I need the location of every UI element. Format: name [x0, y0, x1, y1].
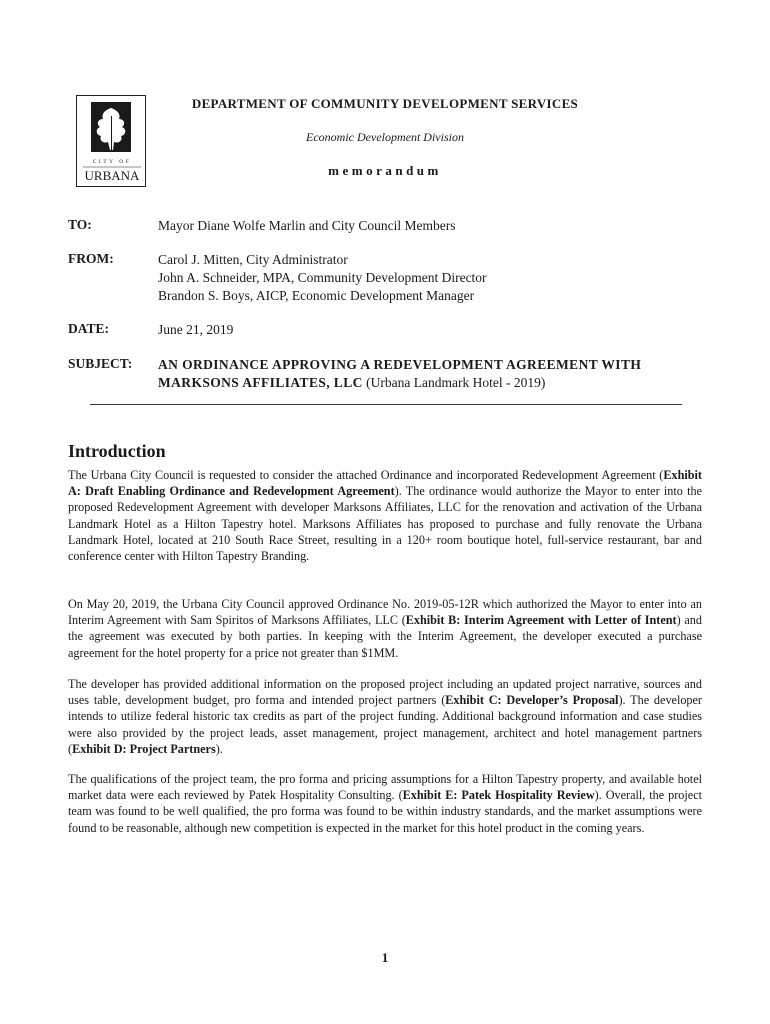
intro-paragraph-2: On May 20, 2019, the Urbana City Council approved Ordinance No. 2019-05-12R which authorized the Mayor to enter into an Interim Agreement with Sam Spiritos of Marksons Affiliates, LLC (Exhibit B: Interim Agreement with Letter of Intent) and the agreement was executed by both parties. In keeping with the Interim Agreement, the developer executed a purchase agreement for the hotel property for a price not greater than $1MM.: [68, 597, 702, 660]
page-number: 1: [381, 950, 389, 965]
from-line: John A. Schneider, MPA, Community Development Director: [158, 270, 487, 285]
exhibit-e-reference: Exhibit E: Patek Hospitality Review: [402, 788, 595, 803]
subject-line-2: [158, 374, 641, 392]
logo-city-of: CITY OF: [92, 159, 132, 165]
to-label: TO:: [68, 217, 92, 232]
header-divider: [90, 404, 682, 405]
exhibit-c-reference: Exhibit C: Developer’s Proposal: [445, 693, 619, 708]
subject-label: SUBJECT:: [68, 356, 133, 371]
date-value: June 21, 2019: [158, 322, 234, 337]
memorandum-label: memorandum: [328, 163, 442, 178]
exhibit-b-reference: Exhibit B: Interim Agreement with Letter of Intent: [405, 613, 677, 628]
exhibit-a-reference: Exhibit A: Draft Enabling Ordinance and Redevelopment Agreement: [68, 468, 702, 499]
date-label: DATE:: [68, 321, 110, 336]
intro-paragraph-1: The Urbana City Council is requested to consider the attached Ordinance and incorporated Redevelopment Agreement (Exhibit A: Draft Enabling Ordinance and Redevelopment Agreement). The ordinance would authorize the Mayor to enter into the proposed Redevelopment Agreement with developer Marksons Affiliates, LLC for the renovation and activation of the Urbana Landmark Hotel as a Hilton Tapestry hotel. Marksons Affiliates has proposed to purchase and fully renovate the Urbana Landmark Hotel, located at 210 South Race Street, resulting in a 120+ room boutique hotel, full-service restaurant, bar and conference center with Hilton Tapestry Branding.: [68, 468, 703, 564]
intro-paragraph-3: The developer has provided additional information on the proposed project including an updated project narrative, sources and uses table, development budget, pro forma and intended project partners (Exhibit C: Developer’s Proposal). The developer intends to utilize federal historic tax credits as part of the project funding. Additional background information and case studies were also provided by the project leads, asset management, project management, architect and hotel management partners (Exhibit D: Project Partners).: [68, 677, 702, 756]
subject-line-1: AN ORDINANCE APPROVING A REDEVELOPMENT AGREEMENT WITH: [158, 357, 642, 372]
department-title: DEPARTMENT OF COMMUNITY DEVELOPMENT SERVICES: [191, 96, 579, 111]
oak-leaf-icon: [77, 96, 147, 188]
city-of-urbana-logo: [76, 95, 146, 187]
to-value: Mayor Diane Wolfe Marlin and City Council Members: [158, 218, 456, 233]
from-line: Brandon S. Boys, AICP, Economic Development Manager: [158, 288, 475, 303]
subject-company: MARKSONS AFFILIATES, LLC: [158, 375, 363, 390]
subject-project: (Urbana Landmark Hotel - 2019): [362, 375, 546, 390]
intro-paragraph-4: The qualifications of the project team, the pro forma and pricing assumptions for a Hilton Tapestry property, and available hotel market data were each reviewed by Patek Hospitality Consulting. (Exhibit E: Patek Hospitality Review). Overall, the project team was found to be well qualified, the pro forma was found to be within industry standards, and the market assumptions were found to be reasonable, although new competition is expected in the market for this hotel product in the coming years.: [68, 772, 702, 835]
from-line: Carol J. Mitten, City Administrator: [158, 252, 348, 267]
section-title-introduction: Introduction: [68, 441, 166, 461]
exhibit-d-reference: Exhibit D: Project Partners: [72, 741, 216, 756]
division-subtitle: Economic Development Division: [306, 130, 464, 144]
logo-urbana: URBANA: [84, 168, 140, 183]
from-label: FROM:: [68, 251, 114, 266]
